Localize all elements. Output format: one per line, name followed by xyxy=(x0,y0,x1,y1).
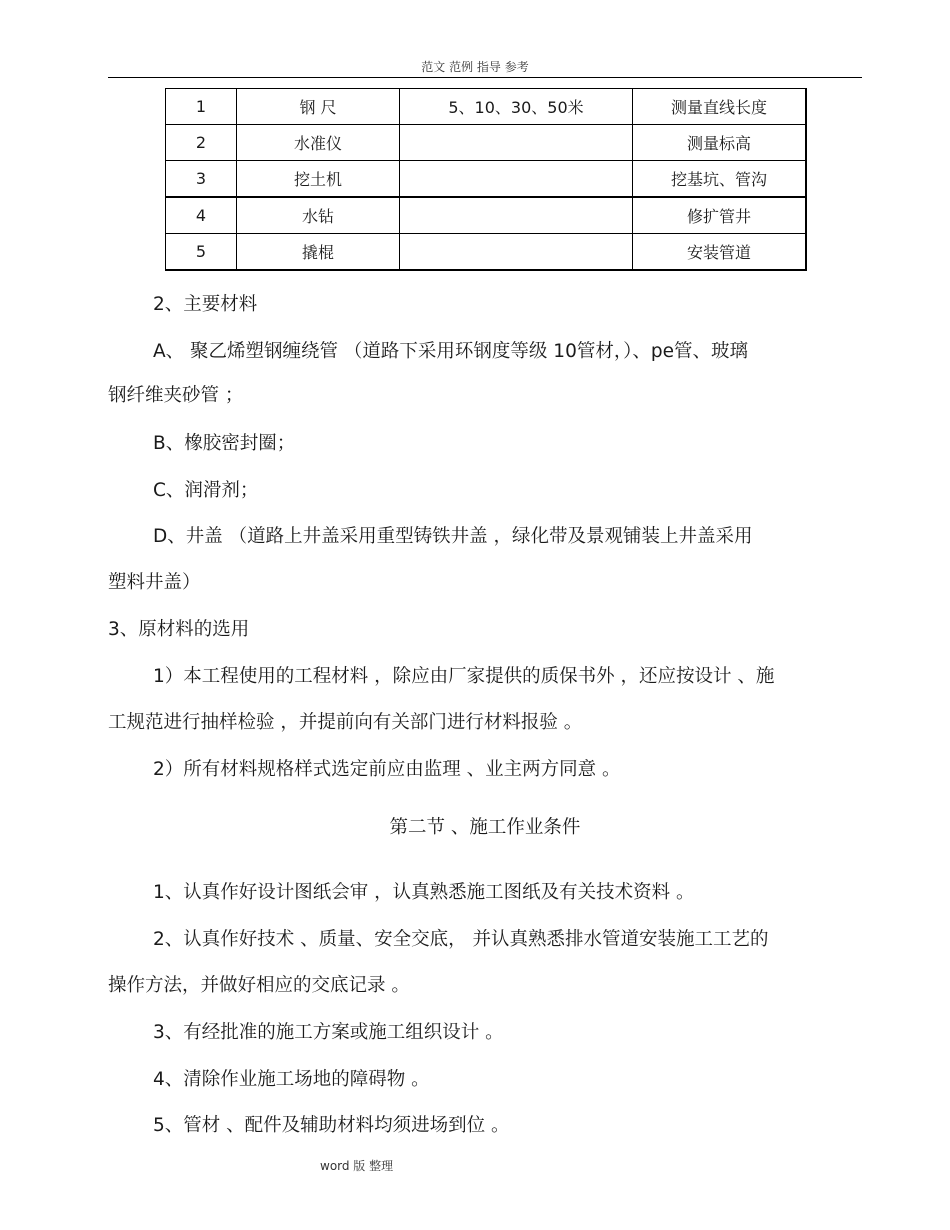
table-cell: 水准仪 xyxy=(237,125,400,161)
table-row xyxy=(166,197,807,234)
table-cell: 测量直线长度 xyxy=(633,89,807,125)
table-cell xyxy=(400,125,633,161)
table-cell: 1 xyxy=(166,89,237,125)
table-cell: 2 xyxy=(166,125,237,161)
table-cell: 钢 尺 xyxy=(237,89,400,125)
paragraph-line: B、橡胶密封圈； xyxy=(153,433,296,454)
paragraph-line: 5、管材 、配件及辅助材料均须进场到位 。 xyxy=(153,1115,510,1136)
table-cell: 修扩管井 xyxy=(633,197,807,234)
paragraph-line: A、 聚乙烯塑钢缠绕管 （道路下采用环钢度等级 10管材，）、pe管、玻璃 xyxy=(153,341,748,362)
section-heading-raw-materials: 3、原材料的选用 xyxy=(108,619,250,640)
paragraph-line: 4、清除作业施工场地的障碍物 。 xyxy=(153,1069,430,1090)
section-heading-materials: 2、主要材料 xyxy=(153,294,258,315)
table-cell: 挖基坑、管沟 xyxy=(633,161,807,198)
table-cell: 挖土机 xyxy=(237,161,400,198)
table-cell: 撬棍 xyxy=(237,234,400,271)
paragraph-line: 钢纤维夹砂管 ； xyxy=(108,385,244,406)
page-footer: word 版 整理 xyxy=(320,1159,394,1173)
paragraph-line: 1）本工程使用的工程材料 ，除应由厂家提供的质保书外 ，还应按设计 、施 xyxy=(153,666,775,687)
page-header: 范文 范例 指导 参考 xyxy=(421,60,529,74)
paragraph-line: 2）所有材料规格样式选定前应由监理 、业主两方同意 。 xyxy=(153,759,621,780)
header-rule xyxy=(108,77,862,78)
paragraph-line: 3、有经批准的施工方案或施工组织设计 。 xyxy=(153,1022,504,1043)
table-cell: 5、10、30、50米 xyxy=(400,89,633,125)
section-title: 第二节 、施工作业条件 xyxy=(389,817,581,838)
table-cell: 安装管道 xyxy=(633,234,807,271)
table-cell: 4 xyxy=(166,197,237,234)
table-row xyxy=(166,234,807,271)
table-cell: 水钻 xyxy=(237,197,400,234)
table-cell: 3 xyxy=(166,161,237,198)
equipment-table xyxy=(165,88,807,271)
paragraph-line: 工规范进行抽样检验 ，并提前向有关部门进行材料报验 。 xyxy=(108,712,583,733)
table-cell: 5 xyxy=(166,234,237,271)
table-cell xyxy=(400,161,633,198)
paragraph-line: C、润滑剂； xyxy=(153,480,259,501)
paragraph-line: 1、认真作好设计图纸会审 ，认真熟悉施工图纸及有关技术资料 。 xyxy=(153,882,695,903)
paragraph-line: 2、认真作好技术 、质量、安全交底， 并认真熟悉排水管道安装施工工艺的 xyxy=(153,929,769,950)
table-cell: 测量标高 xyxy=(633,125,807,161)
table-row xyxy=(166,89,807,125)
table-cell xyxy=(400,234,633,271)
table-row xyxy=(166,125,807,161)
paragraph-line: 操作方法，并做好相应的交底记录 。 xyxy=(108,975,410,996)
paragraph-line: D、井盖 （道路上井盖采用重型铸铁井盖 ，绿化带及景观铺装上井盖采用 xyxy=(153,526,753,547)
table-row xyxy=(166,161,807,198)
table-cell xyxy=(400,197,633,234)
paragraph-line: 塑料井盖） xyxy=(108,572,201,593)
